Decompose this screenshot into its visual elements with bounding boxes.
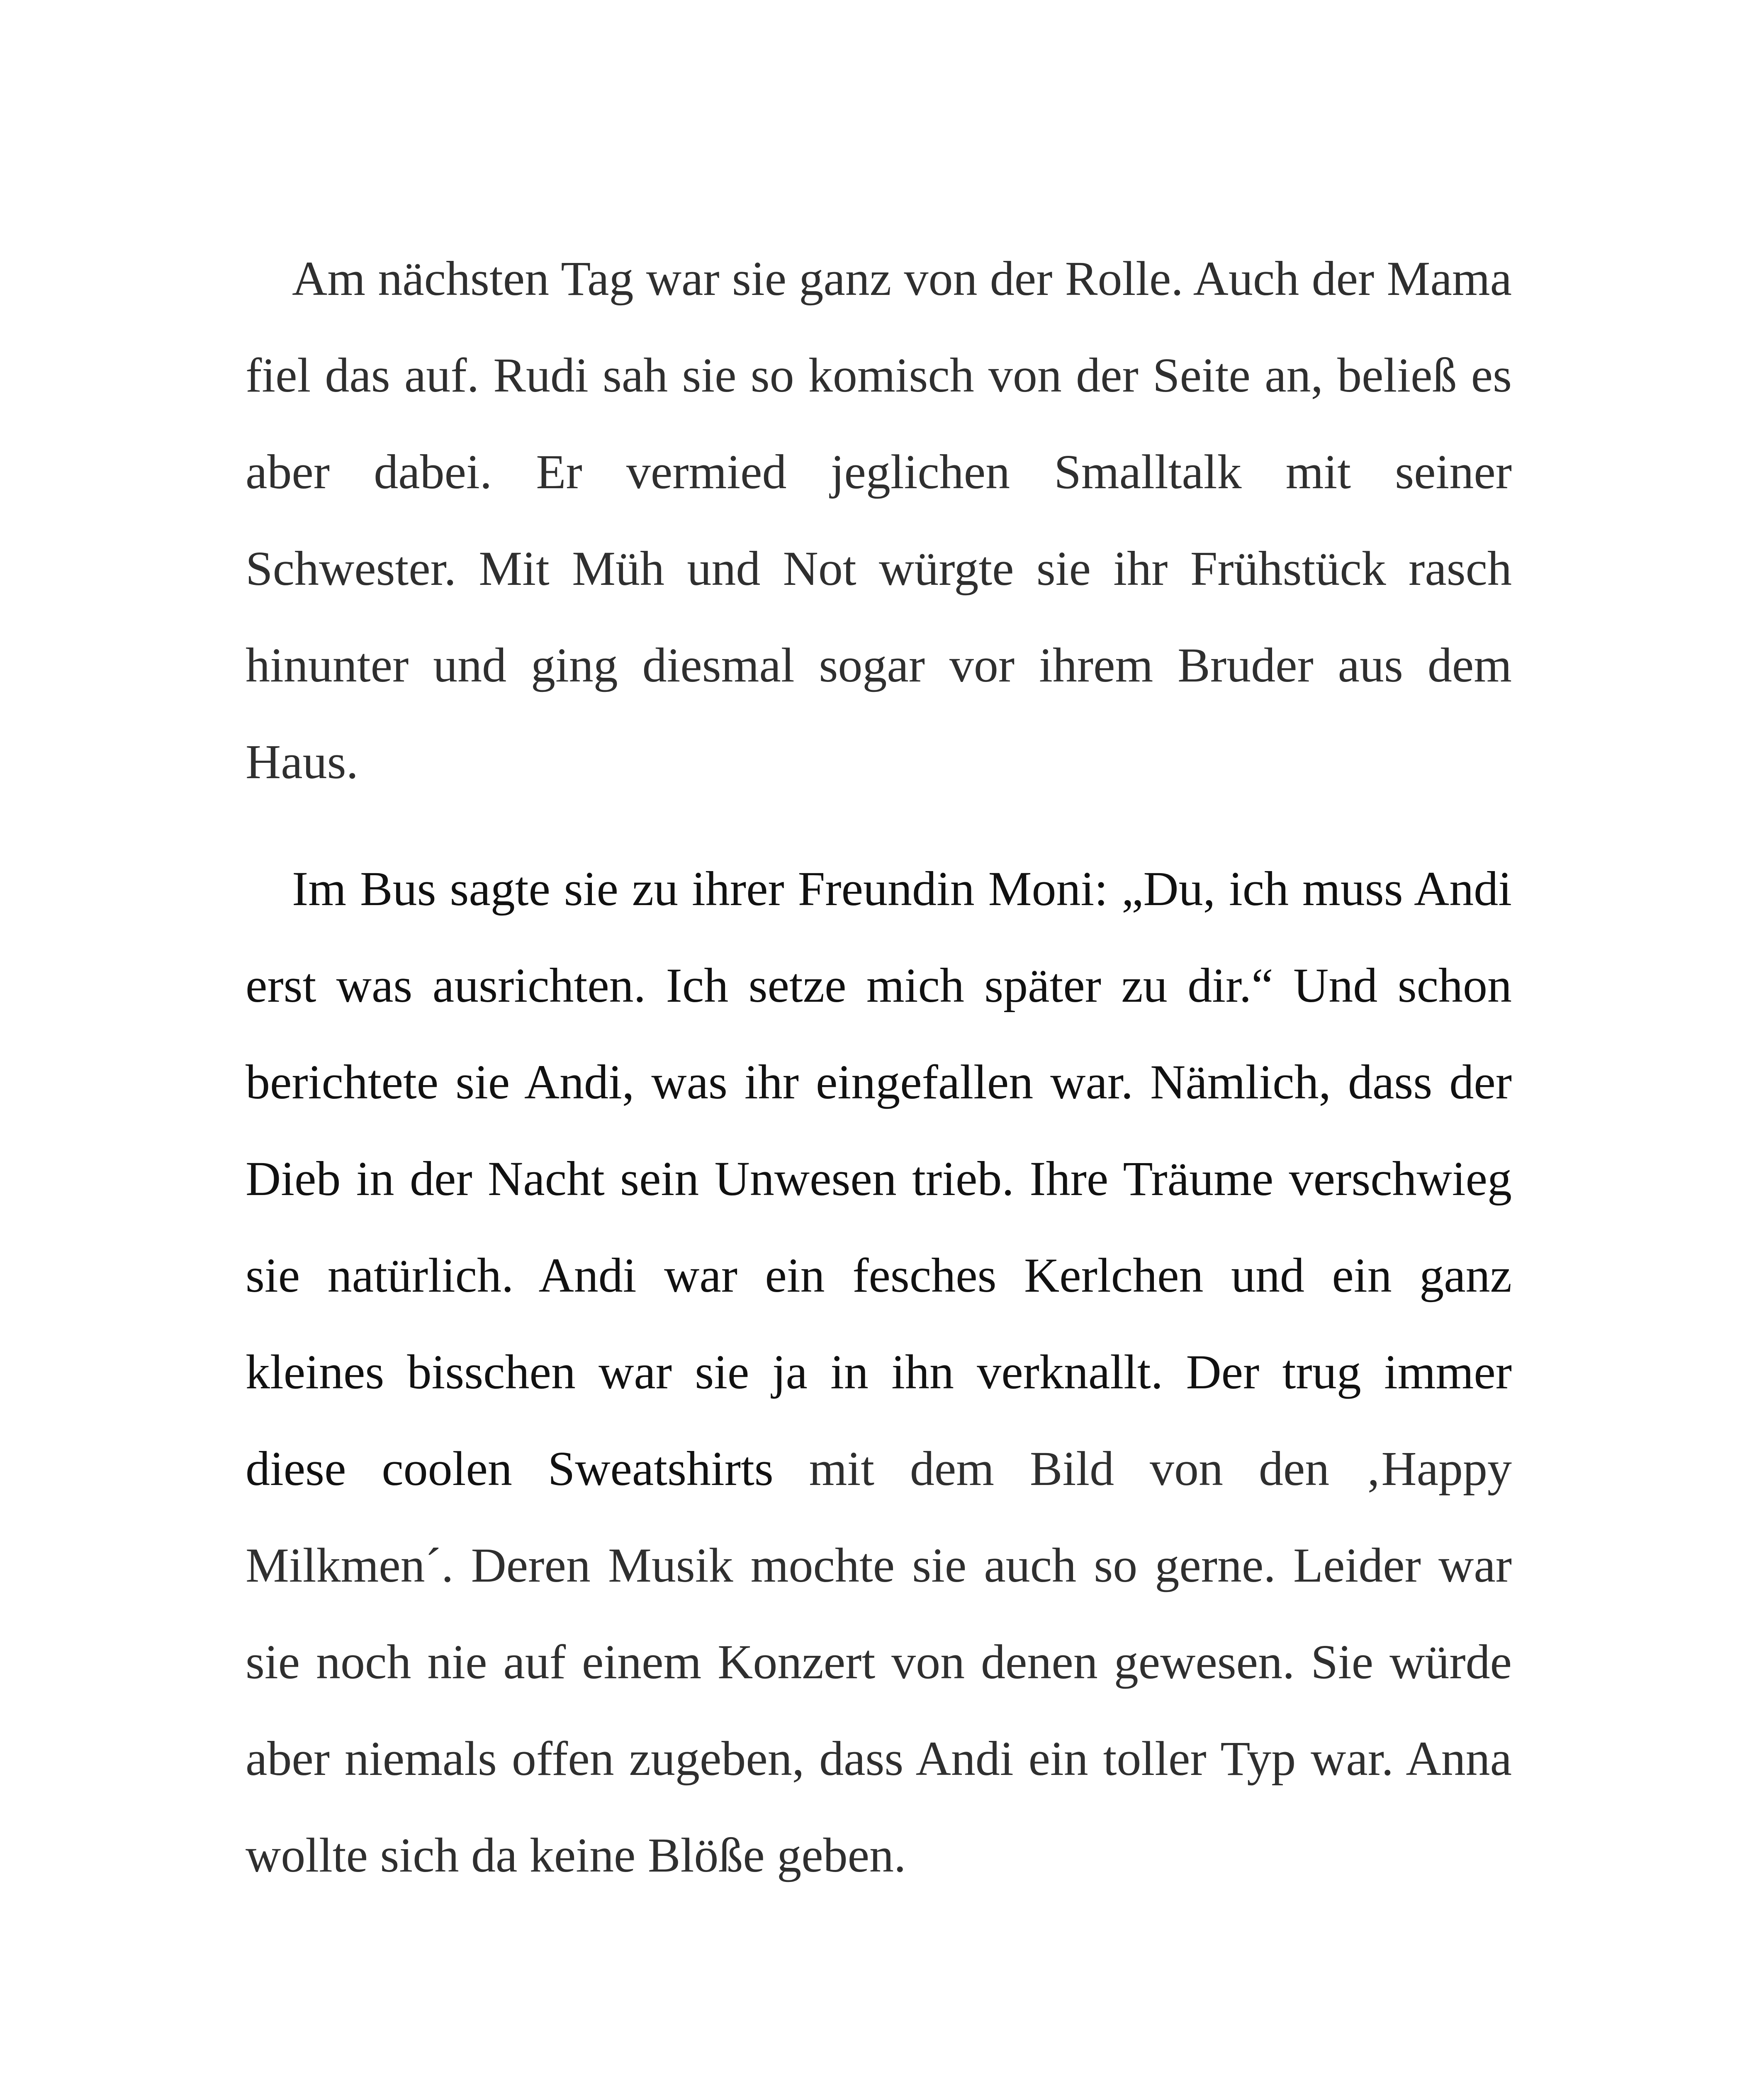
body-text: [246, 230, 1512, 1904]
paragraph-1: [246, 230, 1512, 810]
paragraph-2-text-part-2: mit dem Bild von den ‚Happy Milkmen´. Deren Musik mochte sie auch so gerne. Leider war sie noch nie auf einem Konzert von denen gewesen. Sie würde aber niemals offen zugeben, dass Andi ein toller Typ war. Anna wollte sich da keine Blöße geben.: [246, 1441, 1512, 1882]
paragraph-2: [246, 840, 1512, 1904]
paragraph-1-text: Am nächsten Tag war sie ganz von der Rolle. Auch der Mama fiel das auf. Rudi sah sie so komisch von der Seite an, beließ es aber dabei. Er vermied jeglichen Smalltalk mit seiner Schwester. Mit Müh und Not würgte sie ihr Frühstück rasch hinunter und ging diesmal sogar vor ihrem Bruder aus dem Haus.: [246, 251, 1512, 789]
paragraph-2-text-part-1: Im Bus sagte sie zu ihrer Freundin Moni: „Du, ich muss Andi erst was ausrichten. Ich setze mich später zu dir.“ Und schon berichtete sie Andi, was ihr eingefallen war. Nämlich, dass der Dieb in der Nacht sein Unwesen trieb. Ihre Träume verschwieg sie natürlich. Andi war ein fesches Kerlchen und ein ganz kleines bisschen war sie ja in ihn verknallt. Der trug immer diese coolen Sweatshirts: [246, 862, 1512, 1496]
